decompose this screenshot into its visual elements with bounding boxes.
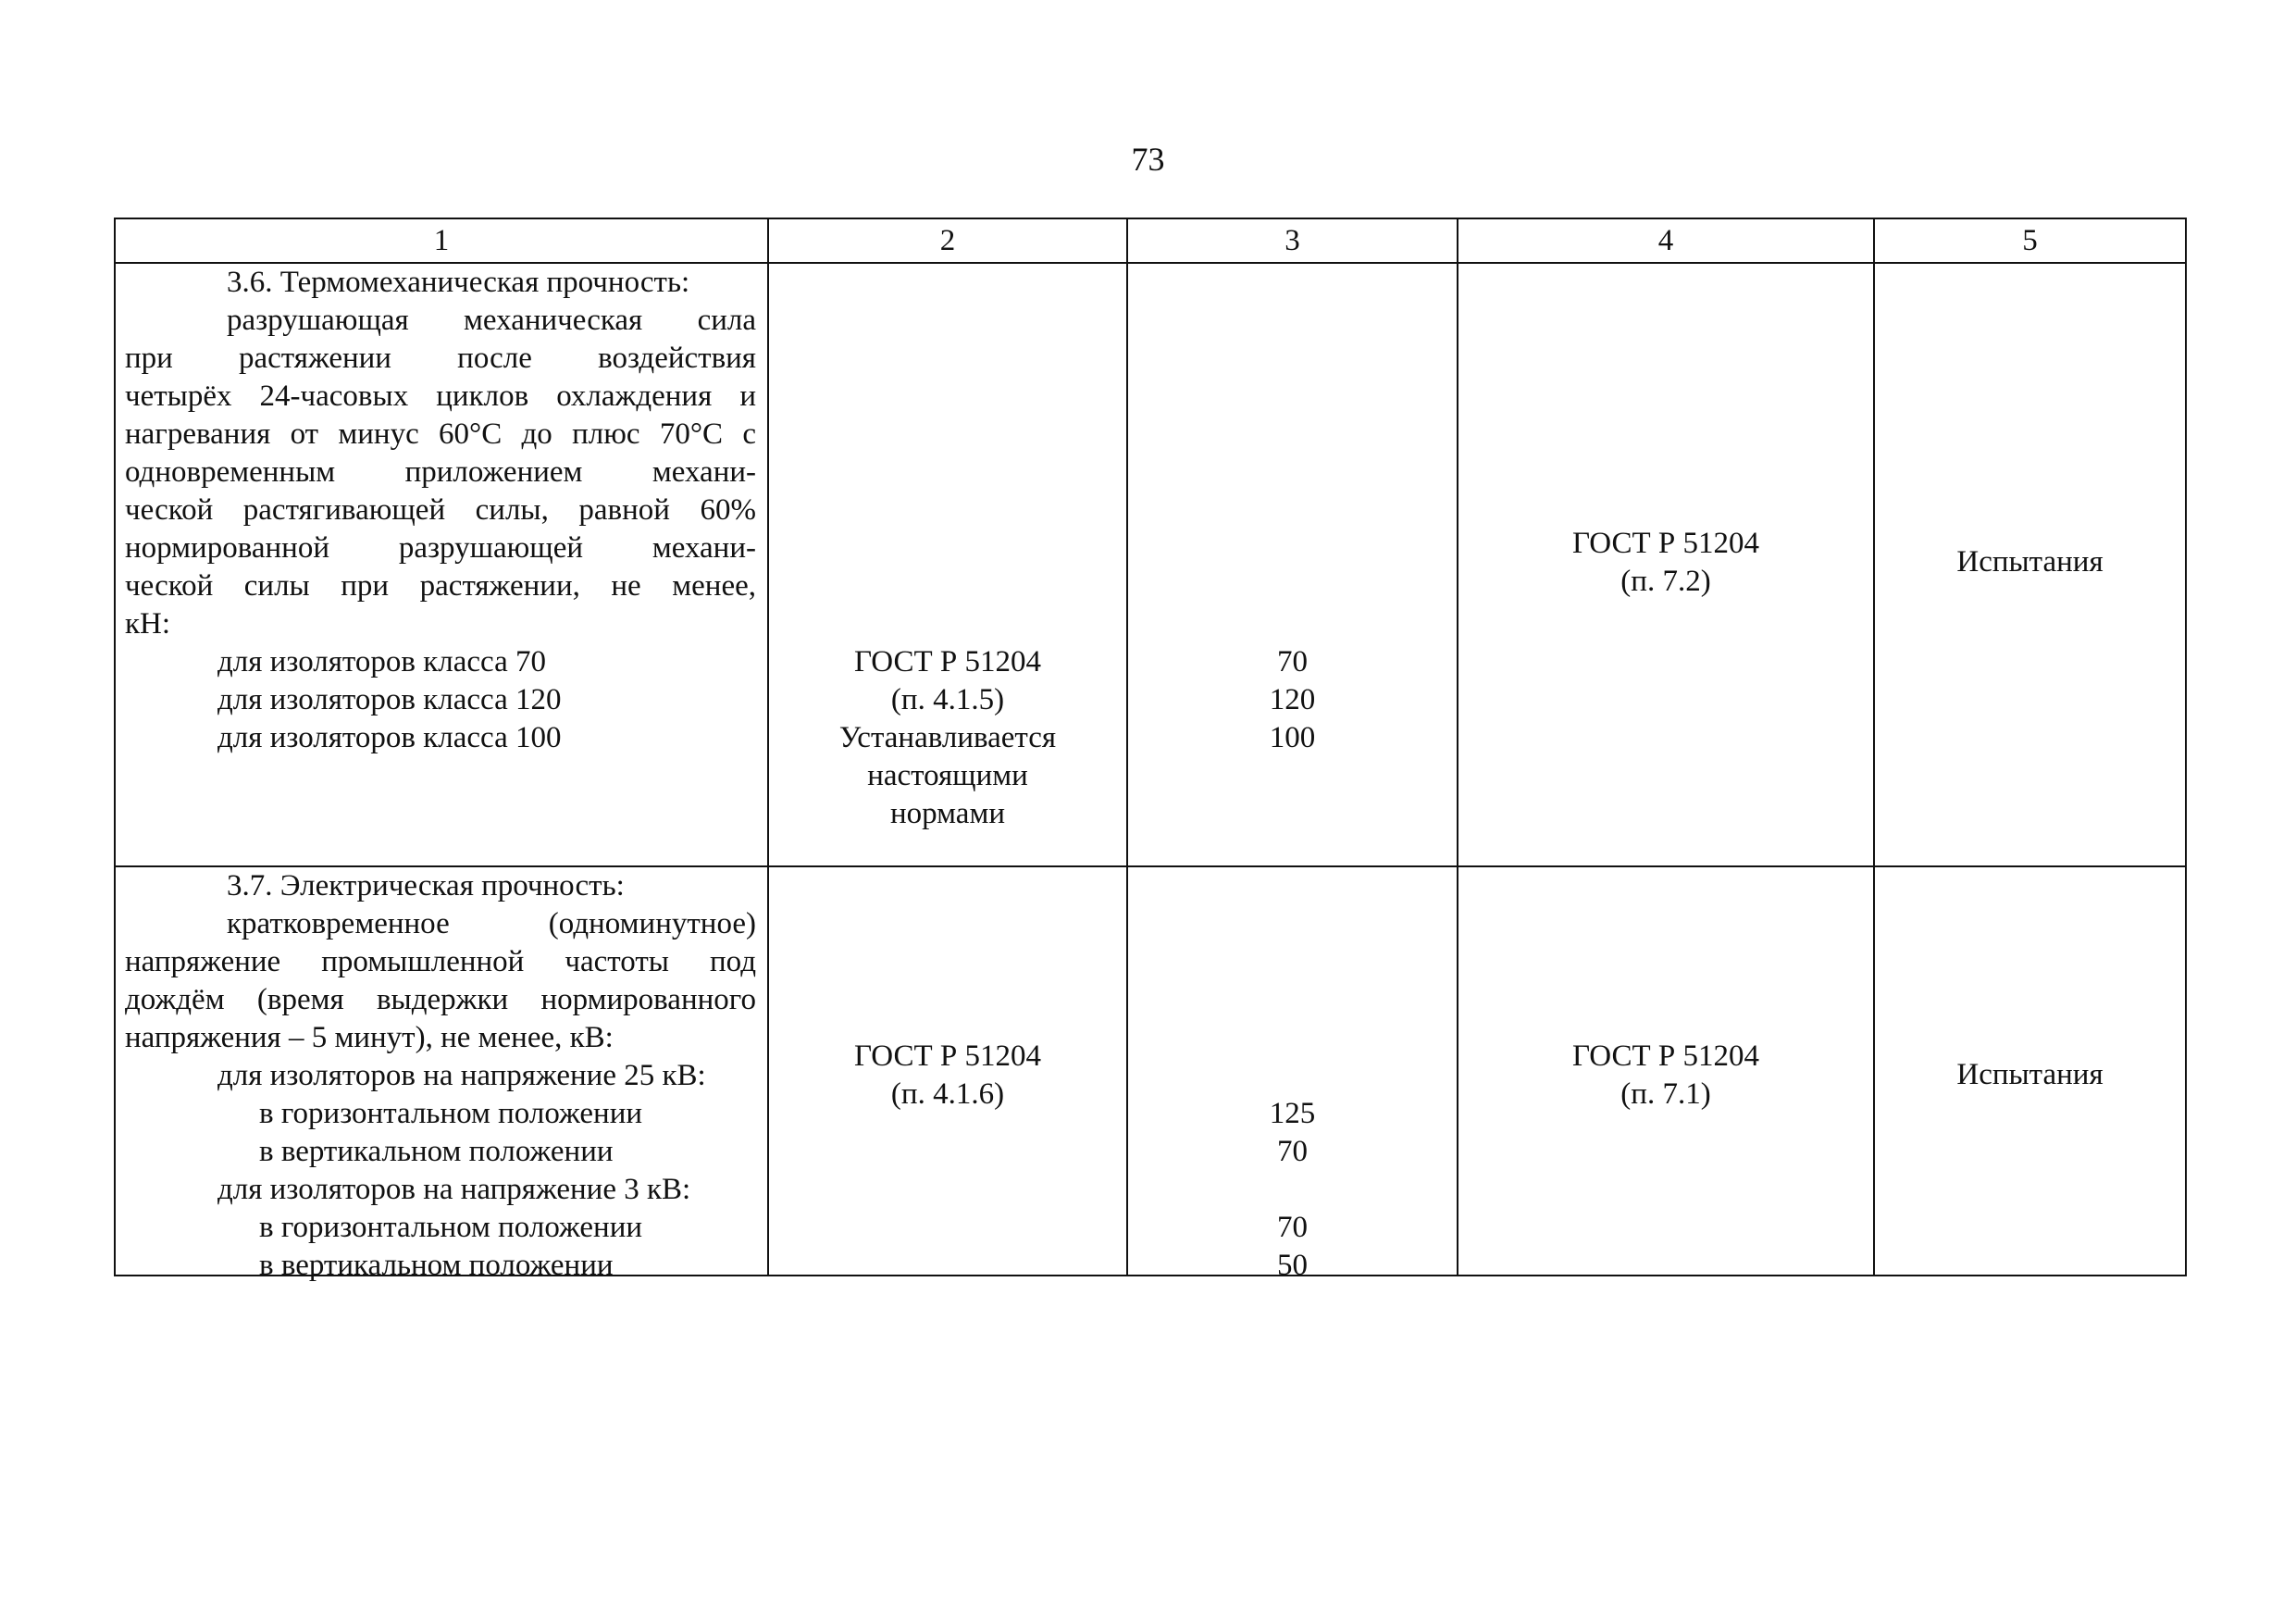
row-3-7-line: дождём (время выдержки нормированного [125, 983, 756, 1016]
row-3-7-values [1127, 866, 1458, 1282]
row-3-7-value: 50 [1277, 1249, 1308, 1282]
row-3-6-method-line: (п. 7.2) [1620, 565, 1711, 598]
row-3-7-title: 3.7. Электрическая прочность: [227, 869, 625, 902]
row-3-6-title: 3.6. Термомеханическая прочность: [227, 266, 690, 299]
row-3-7-method [1458, 866, 1874, 1276]
header-cell-2: 2 [768, 218, 1127, 263]
row-3-6-item: для изоляторов класса 100 [217, 721, 562, 754]
row-3-6-test-type [1874, 263, 2186, 866]
row-3-7-standard [768, 866, 1127, 1276]
row-3-7-standard-line: ГОСТ Р 51204 [853, 1039, 1041, 1073]
row-3-7-group-title: для изоляторов на напряжение 3 кВ: [217, 1173, 691, 1206]
row-3-6-description [115, 263, 768, 866]
row-3-6-item: для изоляторов класса 120 [217, 683, 562, 716]
row-3-7-method-line: ГОСТ Р 51204 [1571, 1039, 1759, 1073]
row-3-7-description [115, 866, 768, 1282]
header-cell-5: 5 [1874, 218, 2186, 263]
row-3-6-method [1458, 263, 1874, 866]
table-row-3-7 [115, 866, 2186, 1276]
row-3-6-line: ческой силы при растяжении, не менее, [125, 569, 756, 603]
row-3-7-value: 125 [1269, 1097, 1316, 1130]
row-3-7-item: в вертикальном положении [259, 1249, 614, 1282]
header-cell-3: 3 [1127, 218, 1458, 263]
row-3-6-line: четырёх 24-часовых циклов охлаждения и [125, 380, 756, 413]
row-3-7-line: напряжения – 5 минут), не менее, кВ: [125, 1021, 614, 1054]
row-3-7-test-type [1874, 866, 2186, 1276]
row-3-6-standard-line: ГОСТ Р 51204 [853, 645, 1041, 678]
row-3-6-method-line: ГОСТ Р 51204 [1571, 527, 1759, 560]
row-3-6-value: 100 [1269, 721, 1316, 754]
row-3-6-standard-line: настоящими [867, 759, 1028, 792]
row-3-6-line: ческой растягивающей силы, равной 60% [125, 493, 756, 527]
row-3-6-line: нормированной разрушающей механи- [125, 531, 756, 565]
table-header-row [115, 218, 2186, 263]
row-3-6-line: нагревания от минус 60°С до плюс 70°С с [125, 417, 756, 451]
row-3-7-test-type-text: Испытания [1956, 1058, 2104, 1091]
row-3-7-value: 70 [1277, 1135, 1308, 1168]
row-3-6-standard [768, 263, 1127, 866]
row-3-6-test-type-text: Испытания [1956, 545, 2104, 579]
row-3-7-standard-line: (п. 4.1.6) [890, 1077, 1005, 1111]
row-3-7-line: кратковременное (одноминутное) [227, 907, 756, 940]
header-cell-4: 4 [1458, 218, 1874, 263]
row-3-7-item: в вертикальном положении [259, 1135, 614, 1168]
row-3-7-method-line: (п. 7.1) [1620, 1077, 1711, 1111]
row-3-7-group-title: для изоляторов на напряжение 25 кВ: [217, 1059, 706, 1092]
row-3-6-standard-line: Устанавливается [838, 721, 1057, 754]
row-3-6-line: разрушающая механическая сила [227, 304, 756, 337]
page-number: 73 [1131, 141, 1165, 178]
header-cell-1: 1 [115, 218, 768, 263]
row-3-6-values [1127, 263, 1458, 866]
row-3-6-standard-line: (п. 4.1.5) [890, 683, 1005, 716]
row-3-6-line: одновременным приложением механи- [125, 455, 756, 489]
row-3-7-item: в горизонтальном положении [259, 1097, 643, 1130]
row-3-7-line: напряжение промышленной частоты под [125, 945, 756, 978]
row-3-7-item: в горизонтальном положении [259, 1211, 643, 1244]
row-3-6-item: для изоляторов класса 70 [217, 645, 546, 678]
row-3-6-line: кН: [125, 607, 171, 641]
row-3-6-value: 120 [1269, 683, 1316, 716]
row-3-6-value: 70 [1277, 645, 1308, 678]
row-3-6-line: при растяжении после воздействия [125, 342, 756, 375]
row-3-7-value: 70 [1277, 1211, 1308, 1244]
requirements-table [114, 218, 2187, 1282]
row-3-6-standard-line: нормами [889, 797, 1005, 830]
table-row-3-6 [115, 263, 2186, 866]
